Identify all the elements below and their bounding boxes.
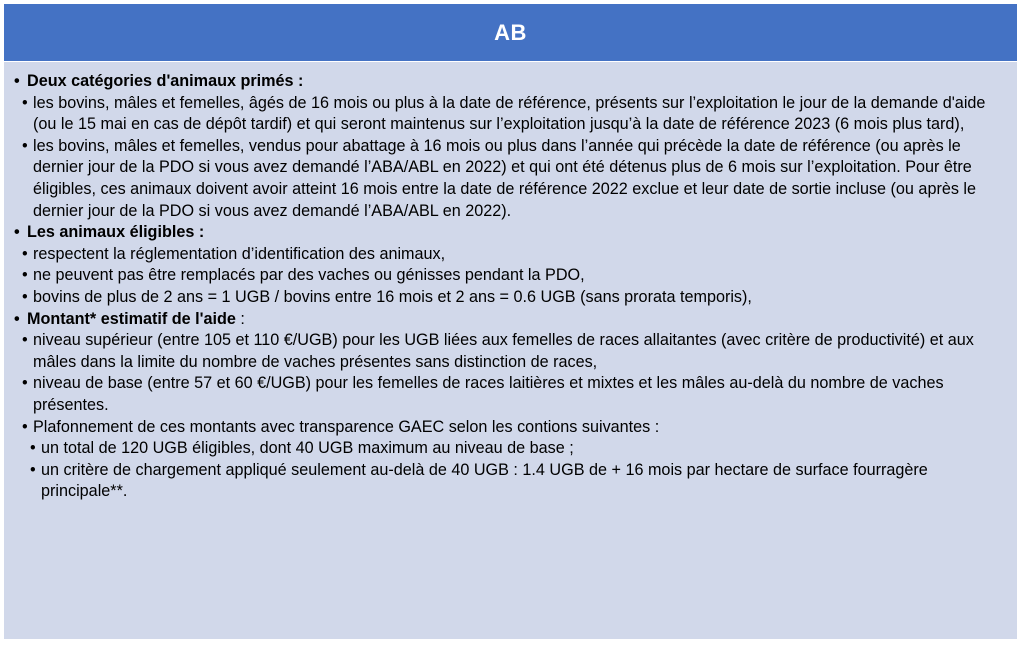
bullet-icon: • <box>14 72 20 90</box>
list-item-text: respectent la réglementation d’identification des animaux, <box>33 244 446 263</box>
list-item-text: les bovins, mâles et femelles, âgés de 16 mois ou plus à la date de référence, présents sur l’exploitation le jour de la demande d'aide (ou le 15 mai en cas de dépôt tardif) et qui seront maintenus sur l’exploitation jusqu’à la date de référence 2023 (6 mois plus tard), <box>33 93 986 134</box>
list-item <box>14 93 999 136</box>
bullet-icon: • <box>22 287 28 306</box>
section-heading-suffix: : <box>235 309 245 328</box>
list-item <box>14 265 999 287</box>
section-heading-categories <box>14 71 999 93</box>
bullet-icon: • <box>14 223 20 242</box>
list-item-text: les bovins, mâles et femelles, vendus pour abattage à 16 mois ou plus dans l’année qui précède la date de référence (ou après le dernier jour de la PDO si vous avez demandé l’ABA/ABL en 2022) et qui ont été détenus plus de 6 mois sur l’exploitation. Pour être éligibles, ces animaux doivent avoir atteint 16 mois entre la date de référence 2022 exclue et leur date de sortie incluse (ou après le dernier jour de la PDO si vous avez demandé l’ABA/ABL en 2022). <box>33 136 977 220</box>
title-bar <box>4 4 1017 61</box>
list-item <box>14 244 999 266</box>
section-heading-text: Les animaux éligibles : <box>27 223 205 242</box>
list-item-text: niveau supérieur (entre 105 et 110 €/UGB) pour les UGB liées aux femelles de races allaitantes (avec critère de productivité) et aux mâles dans la limite du nombre de vaches présentes sans distinction de races, <box>33 331 974 371</box>
list-item-text: Plafonnement de ces montants avec transparence GAEC selon les contions suivantes : <box>33 417 660 436</box>
bullet-icon: • <box>14 309 20 328</box>
section-heading-amount <box>14 309 999 331</box>
sub-list-item <box>14 438 999 460</box>
bullet-icon: • <box>22 374 28 393</box>
list-item <box>14 417 999 439</box>
list-item <box>14 287 999 309</box>
sub-list-item-text: un critère de chargement appliqué seulement au-delà de 40 UGB : 1.4 UGB de + 16 mois par hectare de surface fourragère principale**. <box>41 460 928 501</box>
section-heading-eligible <box>14 222 999 244</box>
content-panel <box>4 61 1017 639</box>
bullet-icon: • <box>22 331 28 350</box>
page-title: AB <box>494 19 527 45</box>
list-item-text: ne peuvent pas être remplacés par des vaches ou génisses pendant la PDO, <box>33 266 585 285</box>
section-heading-text: Deux catégories d'animaux primés : <box>27 72 304 90</box>
sub-list-item <box>14 460 999 503</box>
list-item-text: bovins de plus de 2 ans = 1 UGB / bovins entre 16 mois et 2 ans = 0.6 UGB (sans prorata temporis), <box>33 287 752 306</box>
list-item-text: niveau de base (entre 57 et 60 €/UGB) pour les femelles de races laitières et mixtes et les mâles au-delà du nombre de vaches présentes. <box>33 374 944 414</box>
bullet-icon: • <box>22 93 28 112</box>
bullet-icon: • <box>30 439 36 458</box>
bullet-icon: • <box>22 266 28 285</box>
bullet-icon: • <box>30 460 36 479</box>
bullet-icon: • <box>22 417 28 436</box>
list-item <box>14 330 999 373</box>
bullet-icon: • <box>22 244 28 263</box>
section-heading-text: Montant* estimatif de l'aide <box>27 309 236 328</box>
list-item <box>14 373 999 416</box>
bullet-icon: • <box>22 136 28 155</box>
sub-list-item-text: un total de 120 UGB éligibles, dont 40 UGB maximum au niveau de base ; <box>41 439 574 458</box>
list-item <box>14 136 999 222</box>
